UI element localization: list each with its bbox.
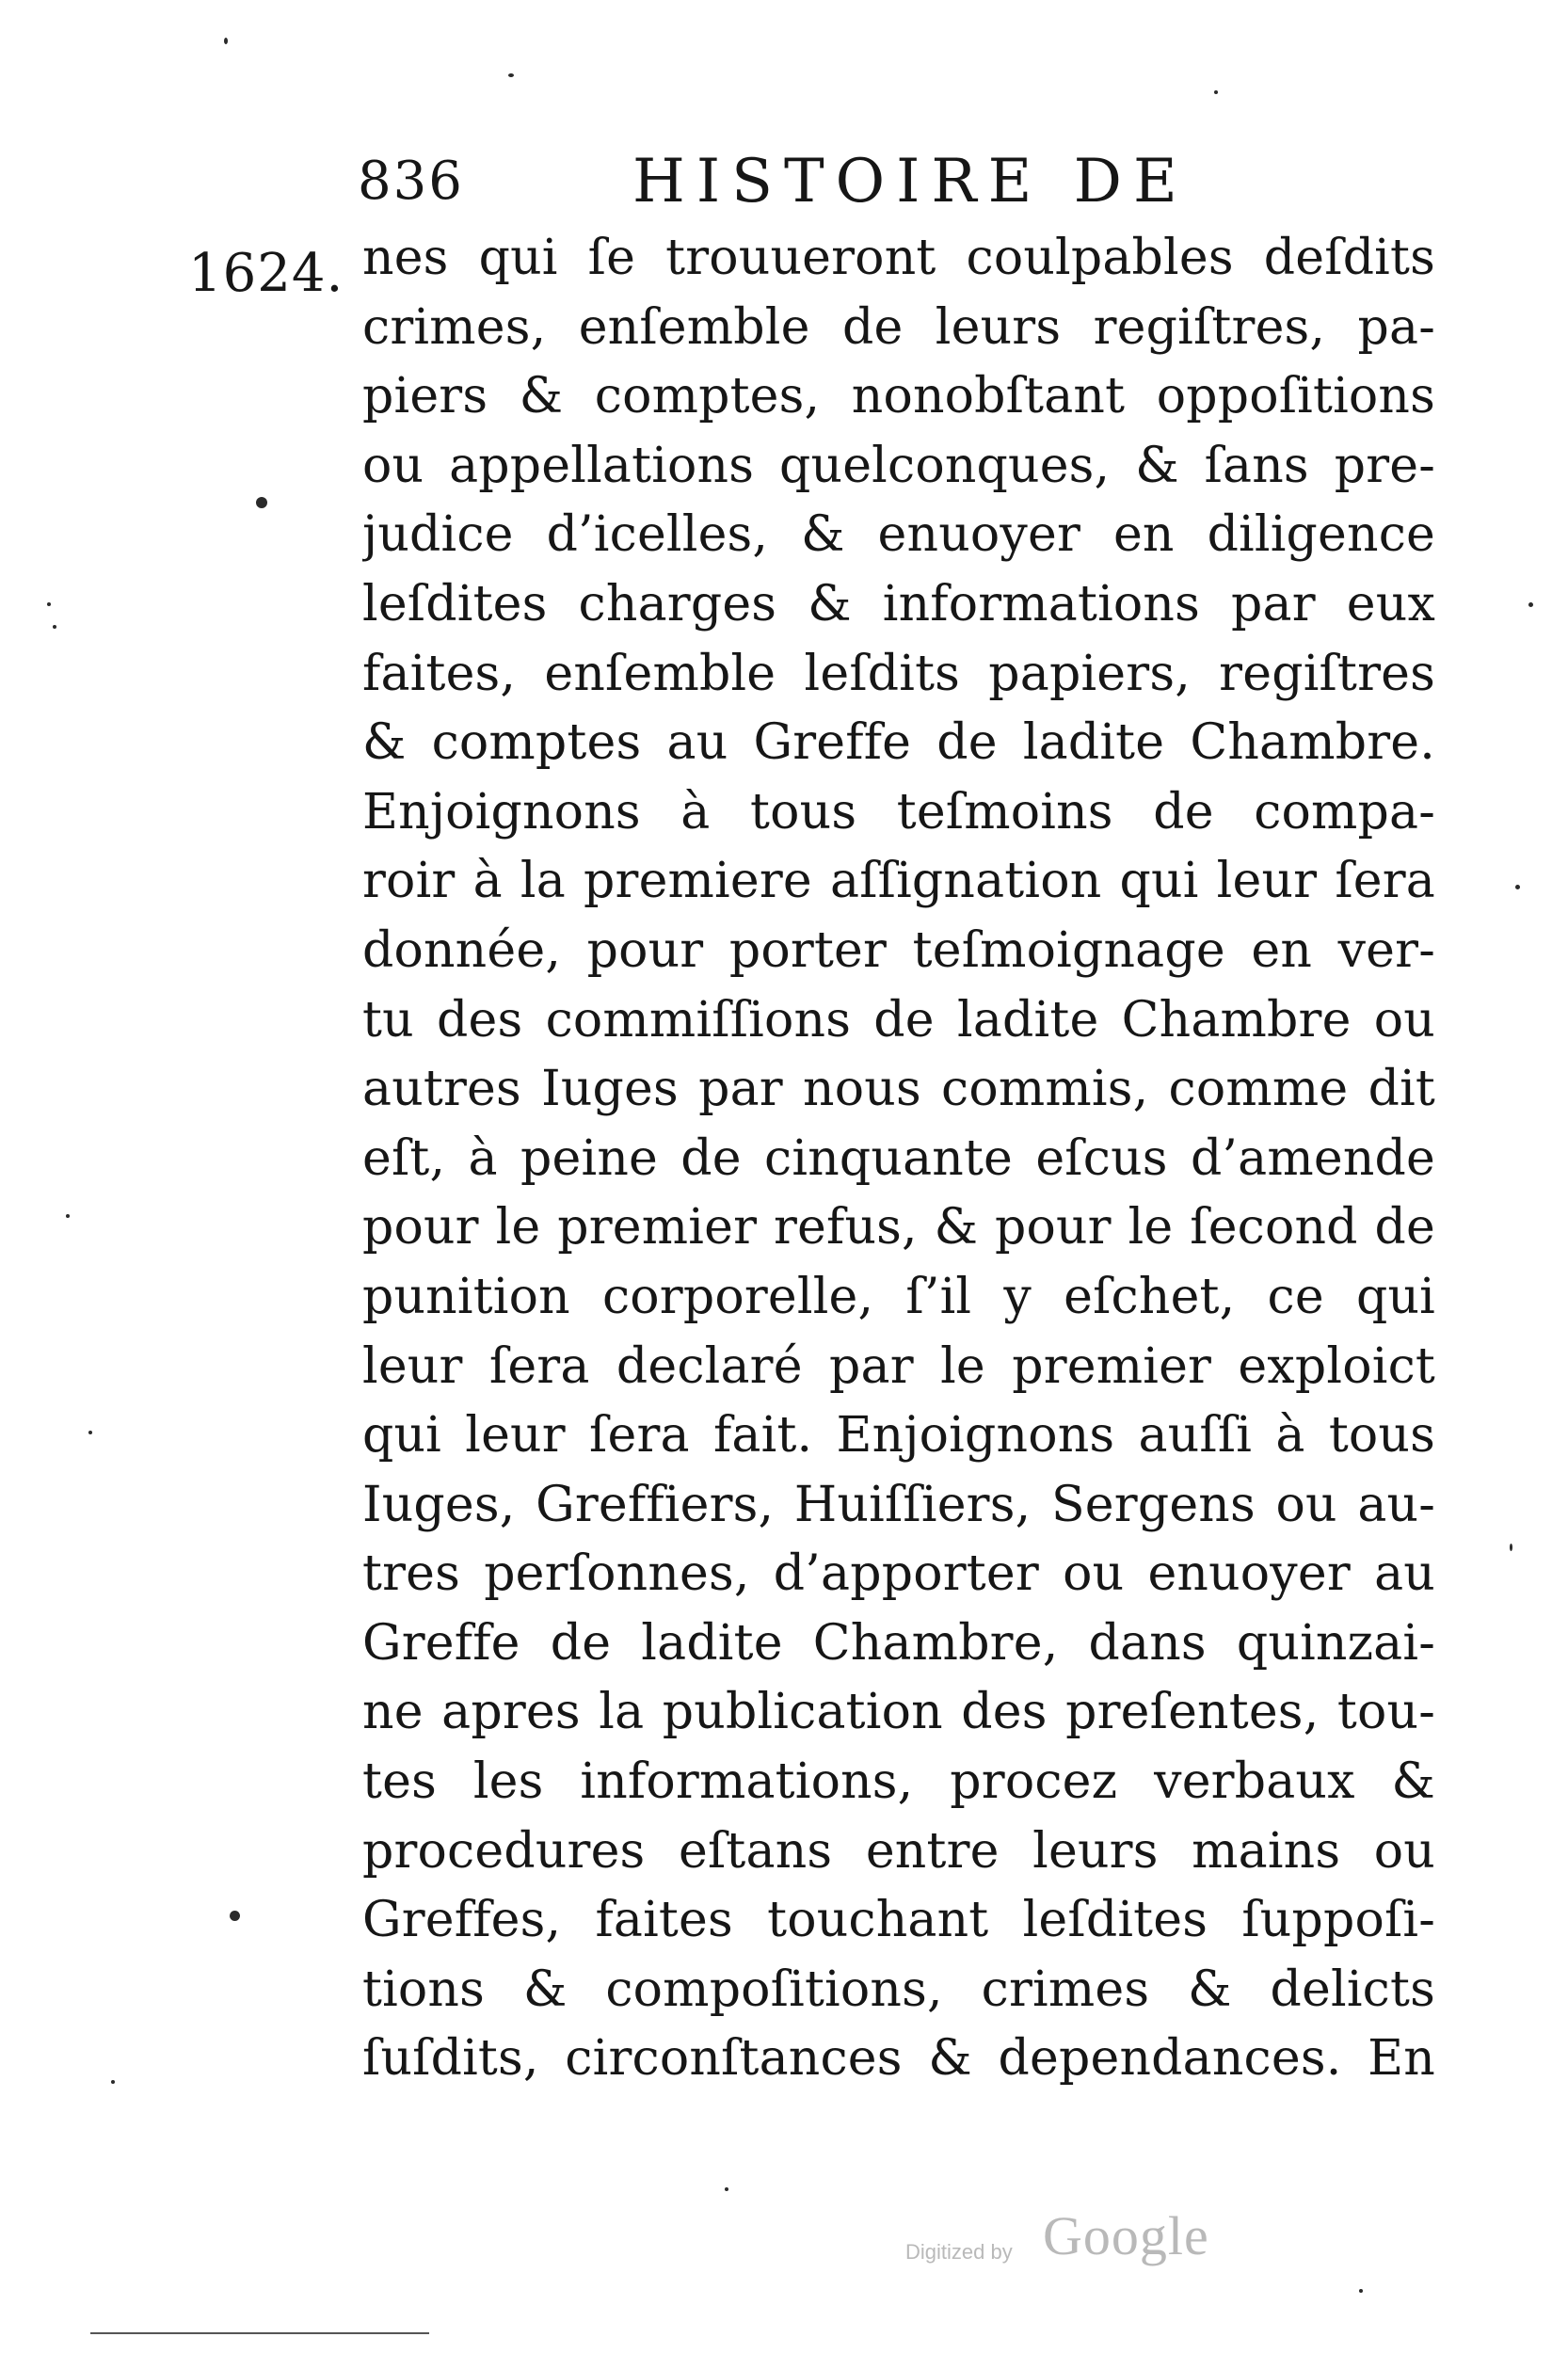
text-line: tres perſonnes, d’apporter ou enuoyer au	[362, 1545, 1435, 1603]
google-logo: Google	[1043, 2205, 1209, 2266]
scan-speck	[230, 1911, 240, 1921]
text-line: qui leur ſera fait. Enjoignons auſſi à tous	[362, 1407, 1435, 1465]
text-line: faites, enſemble leſdits papiers, regiſtres	[362, 645, 1435, 702]
scan-speck	[256, 497, 267, 508]
text-line: ou appellations quelconques, & ſans pre-	[362, 437, 1435, 494]
scan-speck	[1214, 90, 1218, 94]
scan-speck	[88, 1431, 92, 1434]
text-line: leur ſera declaré par le premier exploict	[362, 1337, 1435, 1395]
text-line: autres Iuges par nous commis, comme dit	[362, 1061, 1435, 1118]
scan-speck	[111, 2080, 115, 2084]
scan-speck	[1528, 602, 1533, 607]
running-head: HISTOIRE DE	[632, 147, 1189, 216]
text-line: procedures eſtans entre leurs mains ou	[362, 1822, 1435, 1880]
text-line: & comptes au Greffe de ladite Chambre.	[362, 714, 1435, 772]
scan-speck	[725, 2187, 728, 2191]
text-line: ſuſdits, circonſtances & dependances. En	[362, 2030, 1435, 2088]
text-line: eſt, à peine de cinquante eſcus d’amende	[362, 1129, 1435, 1187]
text-line: nes qui ſe trouueront coulpables deſdits	[362, 230, 1435, 286]
digitized-watermark	[905, 2204, 1254, 2270]
scan-speck	[508, 73, 514, 77]
text-line: crimes, enſemble de leurs regiſtres, pa-	[362, 298, 1435, 356]
text-line: ne apres la publication des preſentes, tou-	[362, 1684, 1435, 1741]
text-line: donnée, pour porter teſmoignage en ver-	[362, 921, 1435, 979]
text-line: roir à la premiere aſſignation qui leur ſera	[362, 853, 1435, 910]
text-line: tions & compoſitions, crimes & delicts	[362, 1961, 1435, 2018]
text-line: Greffe de ladite Chambre, dans quinzai-	[362, 1614, 1435, 1672]
scan-speck	[1359, 2289, 1363, 2293]
text-line: judice d’icelles, & enuoyer en diligence	[362, 506, 1435, 564]
text-line: Iuges, Greffiers, Huiſſiers, Sergens ou au-	[362, 1476, 1435, 1533]
text-line: pour le premier refus, & pour le ſecond de	[362, 1199, 1435, 1257]
text-line: Enjoignons à tous teſmoins de compa-	[362, 783, 1435, 840]
text-line: piers & comptes, nonobſtant oppoſitions	[362, 368, 1435, 425]
scan-speck	[47, 602, 51, 606]
body-text	[362, 224, 1435, 2094]
page-header	[339, 141, 1242, 226]
margin-year-note: 1624.	[188, 243, 344, 304]
bottom-edge-line	[90, 2332, 429, 2334]
text-line: Greffes, faites touchant leſdites ſuppoſi-	[362, 1892, 1435, 1949]
text-line: leſdites charges & informations par eux	[362, 575, 1435, 632]
scan-speck	[66, 1214, 70, 1218]
scan-speck	[1515, 885, 1520, 889]
text-line: tes les informations, procez verbaux &	[362, 1753, 1435, 1811]
page-number: 836	[358, 151, 464, 212]
text-line: punition corporelle, ſ’il y eſchet, ce qui	[362, 1268, 1435, 1325]
scan-speck	[224, 38, 228, 44]
watermark-small-text: Digitized by	[905, 2240, 1013, 2264]
scan-speck	[1510, 1544, 1512, 1551]
scan-speck	[53, 625, 56, 629]
text-line: tu des commiſſions de ladite Chambre ou	[362, 991, 1435, 1048]
